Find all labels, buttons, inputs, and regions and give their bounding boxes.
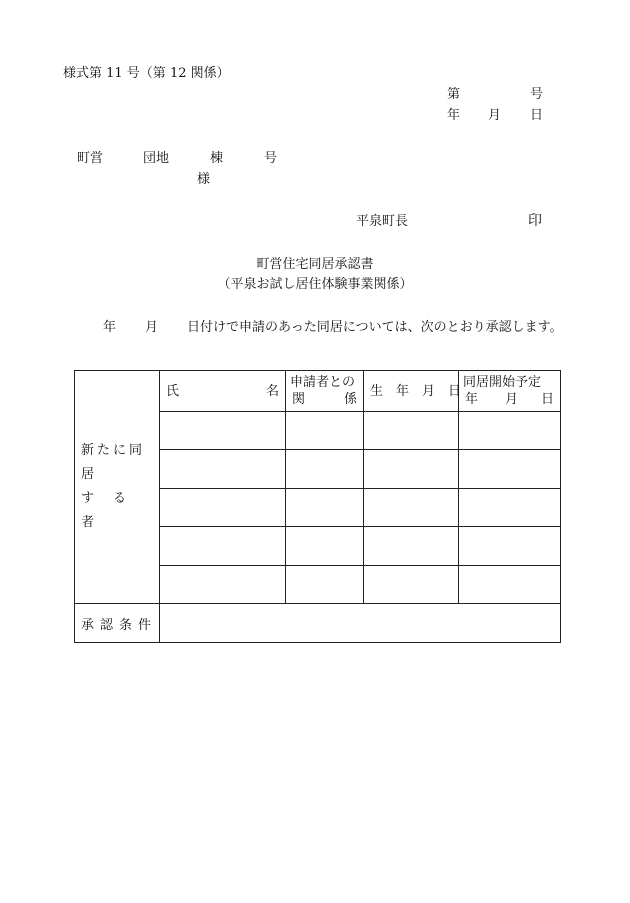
header-name-1: 氏 <box>166 384 180 399</box>
address-town: 町営 <box>77 151 104 166</box>
header-relation-2b: 係 <box>343 392 357 407</box>
birthdate-cell[interactable] <box>364 527 459 566</box>
date-day: 日 <box>530 108 544 123</box>
header-name-2: 名 <box>265 384 279 399</box>
date-year: 年 <box>447 108 461 123</box>
body-month: 月 <box>145 320 159 335</box>
header-relation-1: 申請者との <box>290 375 356 390</box>
address-danchi: 団地 <box>143 151 170 166</box>
date-month: 月 <box>488 108 502 123</box>
form-number: 様式第 11 号（第 12 関係） <box>63 66 230 81</box>
address-honorific: 様 <box>197 172 211 187</box>
header-relation-2a: 関 <box>292 392 306 407</box>
header-start-date <box>459 371 561 412</box>
header-start-year: 年 <box>465 392 479 407</box>
birthdate-cell[interactable] <box>364 450 459 489</box>
condition-label: 承認条件 <box>75 604 160 643</box>
condition-cell[interactable] <box>160 604 561 643</box>
seal-mark: 印 <box>528 213 542 229</box>
doc-number-suffix: 号 <box>530 87 544 102</box>
document-subtitle: （平泉お試し居住体験事業関係） <box>217 277 413 292</box>
birthdate-cell[interactable] <box>364 565 459 604</box>
address-room: 号 <box>264 151 278 166</box>
start-date-cell[interactable] <box>459 450 561 489</box>
body-text: 日付けで申請のあった同居については、次のとおり承認します。 <box>187 320 563 335</box>
condition-row <box>75 604 561 643</box>
header-name <box>160 371 286 412</box>
cohabitant-label-cell <box>75 371 160 604</box>
start-date-cell[interactable] <box>459 488 561 527</box>
issuer-name: 平泉町長 <box>356 214 409 229</box>
relation-cell[interactable] <box>286 565 364 604</box>
header-birthdate <box>364 371 462 412</box>
doc-number-prefix: 第 <box>447 87 461 102</box>
header-start-day: 日 <box>540 392 554 407</box>
cohabitant-table <box>74 370 561 643</box>
birthdate-cell[interactable] <box>364 411 459 450</box>
relation-cell[interactable] <box>286 450 364 489</box>
header-start-month: 月 <box>505 392 519 407</box>
name-cell[interactable] <box>160 450 286 489</box>
body-year: 年 <box>103 320 117 335</box>
document-title: 町営住宅同居承認書 <box>256 257 374 272</box>
start-date-cell[interactable] <box>459 527 561 566</box>
name-cell[interactable] <box>160 527 286 566</box>
address-building: 棟 <box>210 151 224 166</box>
relation-cell[interactable] <box>286 527 364 566</box>
start-date-cell[interactable] <box>459 411 561 450</box>
header-relation <box>286 371 364 412</box>
header-start-1: 同居開始予定 <box>463 375 542 390</box>
cohabitant-label-line1: 新たに同居 <box>81 443 146 483</box>
relation-cell[interactable] <box>286 488 364 527</box>
cohabitant-label-line2: す る 者 <box>81 491 146 531</box>
name-cell[interactable] <box>160 411 286 450</box>
birthdate-cell[interactable] <box>364 488 459 527</box>
name-cell[interactable] <box>160 488 286 527</box>
header-birthdate-label: 生 年 月 日 <box>370 384 462 399</box>
start-date-cell[interactable] <box>459 565 561 604</box>
name-cell[interactable] <box>160 565 286 604</box>
relation-cell[interactable] <box>286 411 364 450</box>
